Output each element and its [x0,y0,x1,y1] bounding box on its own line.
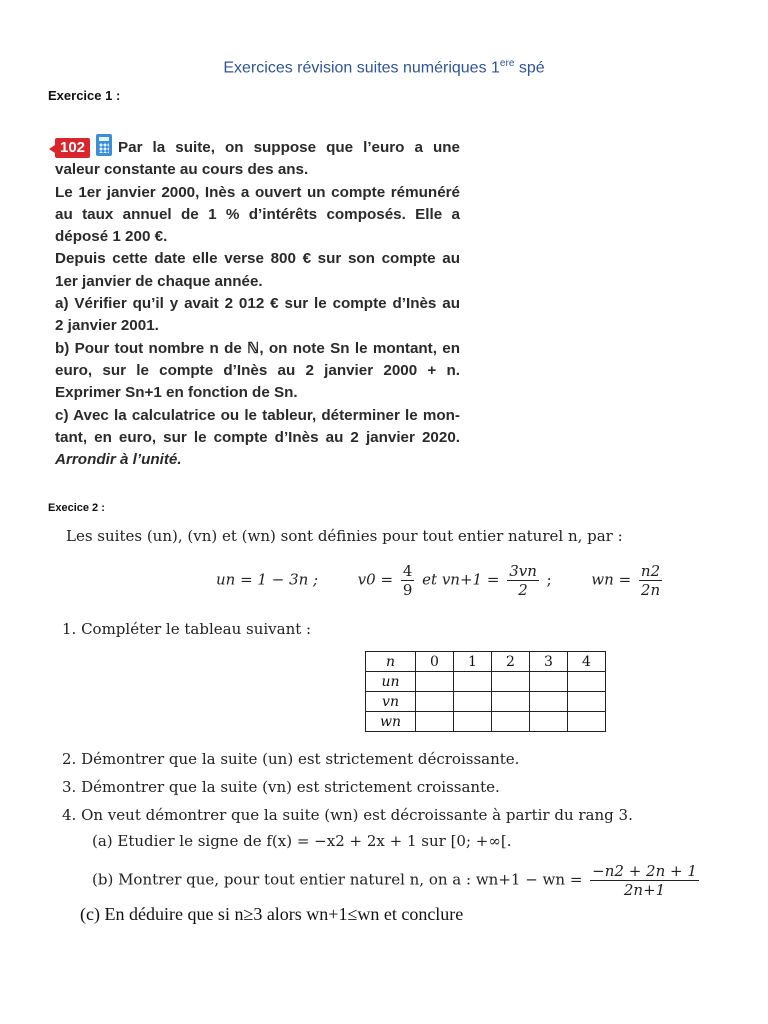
table-cell[interactable] [416,672,454,692]
table-row [366,672,606,692]
ex1-line-12: Exprimer Sn+1 en fonction de Sn. [55,384,298,402]
question-4a: (a) Etudier le signe de f(x) = −x2 + 2x + 1 sur [0; +∞[. [92,832,512,850]
table-cell[interactable] [454,712,492,732]
table-header-cell: 2 [492,652,530,672]
ex1-question-c: c) Avec la calculatrice ou le tableur, déterminer le mon- [55,406,460,424]
formula-et: et [422,570,438,589]
exercise-1-block [55,134,460,471]
fraction-w: $\frac{n2}{2n}$ [640,562,661,599]
table-cell[interactable] [530,672,568,692]
calculator-icon [96,134,112,156]
page-title: Exercices révision suites numériques 1ere spé [223,58,545,77]
exercise-2-label: Execice 2 : [48,502,105,514]
exercise-2-intro: Les suites (un), (vn) et (wn) sont définies pour tout entier naturel n, par : [66,527,623,545]
table-cell[interactable] [454,672,492,692]
exercise-number-badge: 102 [55,138,90,158]
fraction-difference: $\frac{-n2 + 2n + 1}{2n+1}$ [592,862,697,899]
fraction-v0: $\frac{4}{9}$ [402,562,413,599]
table-header-row [366,652,606,672]
ex1-line-3: Le 1er janvier 2000, Inès a ouvert un compte rémunéré [55,183,460,201]
ex1-line-4: au taux annuel de 1 % d’intérêts composés. Elle a [55,205,460,223]
question-2: 2. Démontrer que la suite (un) est strictement décroissante. [62,750,520,768]
ex1-line-11: euro, sur le compte d’Inès au 2 janvier 2000 + n. [55,361,460,379]
formula-w: wn = [591,570,632,589]
ex1-line-5: déposé 1 200 €. [55,228,168,246]
ex1-line-2: valeur constante au cours des ans. [55,161,309,179]
formula-v0: v0 = [357,570,394,589]
ex1-question-a: a) Vérifier qu’il y avait 2 012 € sur le compte d’Inès au [55,295,460,313]
fraction-v: $\frac{3vn}{2}$ [509,562,537,599]
table-header-cell: n [366,652,416,672]
table-cell[interactable] [492,712,530,732]
table-cell[interactable] [568,692,606,712]
table-cell[interactable] [416,712,454,732]
table-row-label: wn [366,712,416,732]
ex1-line-1: 102 Par la suite, on suppose que l’euro a une [55,134,460,159]
question-4: 4. On veut démontrer que la suite (wn) est décroissante à partir du rang 3. [62,806,633,824]
table-row-label: un [366,672,416,692]
ex1-line-15: Arrondir à l’unité. [55,451,182,469]
table-header-cell: 3 [530,652,568,672]
table-cell[interactable] [416,692,454,712]
exercise-1-label: Exercice 1 : [48,88,121,103]
table-cell[interactable] [492,672,530,692]
ex1-question-b: b) Pour tout nombre n de ℕ, on note Sn le montant, en [55,339,460,357]
table-cell[interactable] [454,692,492,712]
table-cell[interactable] [568,712,606,732]
table-header-cell: 0 [416,652,454,672]
sequence-definitions [216,562,665,599]
ex1-line-14: tant, en euro, sur le compte d’Inès au 2 janvier 2020. [55,428,460,446]
table-cell[interactable] [530,692,568,712]
table-cell[interactable] [530,712,568,732]
table-row-label: vn [366,692,416,712]
table-row [366,692,606,712]
table-cell[interactable] [568,672,606,692]
values-table [365,651,606,732]
table-header-cell: 1 [454,652,492,672]
table-header-cell: 4 [568,652,606,672]
ex1-line-9: 2 janvier 2001. [55,317,159,335]
question-4b: (b) Montrer que, pour tout entier naturel n, on a : wn+1 − wn = $\frac{-n2 + 2n + 1}{2n+1}$ [92,862,697,899]
formula-v: vn+1 = [441,570,500,589]
question-1: 1. Compléter le tableau suivant : [62,620,312,638]
question-3: 3. Démontrer que la suite (vn) est strictement croissante. [62,778,500,796]
formula-separator: ; [546,570,552,589]
ex1-line-6: Depuis cette date elle verse 800 € sur son compte au [55,250,460,268]
ex1-line-7: 1er janvier de chaque année. [55,272,263,290]
question-4c: (c) En déduire que si n≥3 alors wn+1≤wn et conclure [80,904,464,924]
table-row [366,712,606,732]
table-cell[interactable] [492,692,530,712]
formula-u: un = 1 − 3n ; [216,570,319,589]
